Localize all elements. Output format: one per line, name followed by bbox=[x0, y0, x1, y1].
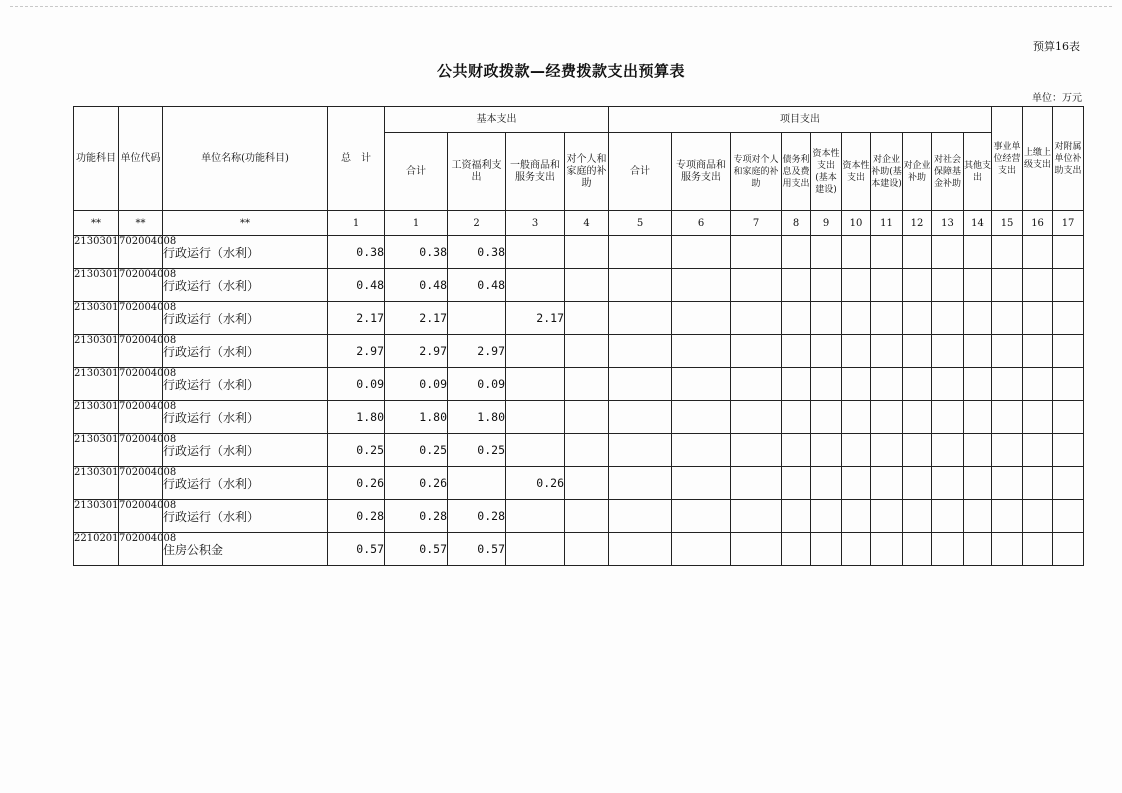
empty-cell bbox=[871, 302, 903, 335]
goods-service-cell: 0.26 bbox=[506, 467, 565, 500]
empty-cell bbox=[903, 302, 932, 335]
basic-total-cell: 0.09 bbox=[385, 368, 448, 401]
column-index-cell: 2 bbox=[448, 211, 506, 236]
empty-cell bbox=[1053, 401, 1084, 434]
empty-cell bbox=[565, 401, 609, 434]
column-index-cell: 5 bbox=[609, 211, 672, 236]
func-code-cell: 2210201 bbox=[74, 533, 119, 566]
header-project-4: 债务利息及费用支出 bbox=[782, 133, 811, 211]
total-cell: 0.38 bbox=[328, 236, 385, 269]
empty-cell bbox=[609, 401, 672, 434]
empty-cell bbox=[811, 236, 842, 269]
page-title: 公共财政拨款—经费拨款支出预算表 bbox=[436, 62, 685, 80]
empty-cell bbox=[871, 269, 903, 302]
empty-cell bbox=[672, 236, 731, 269]
func-code-cell: 2130301 bbox=[74, 401, 119, 434]
empty-cell bbox=[842, 500, 871, 533]
empty-cell bbox=[903, 236, 932, 269]
salary-cell: 0.57 bbox=[448, 533, 506, 566]
empty-cell bbox=[731, 533, 782, 566]
empty-cell bbox=[992, 434, 1023, 467]
column-index-cell: ** bbox=[163, 211, 328, 236]
empty-cell bbox=[609, 269, 672, 302]
empty-cell bbox=[871, 500, 903, 533]
column-index-cell: ** bbox=[119, 211, 163, 236]
salary-cell bbox=[448, 302, 506, 335]
func-code-cell: 2130301 bbox=[74, 269, 119, 302]
func-code-cell: 2130301 bbox=[74, 434, 119, 467]
header-project-8: 对企业补助 bbox=[903, 133, 932, 211]
empty-cell bbox=[609, 500, 672, 533]
empty-cell bbox=[871, 434, 903, 467]
empty-cell bbox=[992, 302, 1023, 335]
goods-service-cell bbox=[506, 401, 565, 434]
header-unit-code: 单位代码 bbox=[119, 107, 163, 211]
empty-cell bbox=[1023, 269, 1053, 302]
unit-code-cell: 702004008 bbox=[119, 500, 163, 533]
unit-code-cell: 702004008 bbox=[119, 236, 163, 269]
unit-code-cell: 702004008 bbox=[119, 467, 163, 500]
empty-cell bbox=[1023, 335, 1053, 368]
empty-cell bbox=[871, 401, 903, 434]
total-cell: 0.57 bbox=[328, 533, 385, 566]
empty-cell bbox=[565, 269, 609, 302]
empty-cell bbox=[842, 236, 871, 269]
empty-cell bbox=[903, 533, 932, 566]
empty-cell bbox=[964, 335, 992, 368]
empty-cell bbox=[964, 368, 992, 401]
total-cell: 0.28 bbox=[328, 500, 385, 533]
column-index-cell: 16 bbox=[1023, 211, 1053, 236]
empty-cell bbox=[609, 467, 672, 500]
header-total: 总 计 bbox=[328, 107, 385, 211]
form-number: 预算16表 bbox=[1033, 40, 1080, 53]
func-code-cell: 2130301 bbox=[74, 467, 119, 500]
func-code-cell: 2130301 bbox=[74, 236, 119, 269]
salary-cell: 0.09 bbox=[448, 368, 506, 401]
empty-cell bbox=[565, 368, 609, 401]
column-index-cell: 14 bbox=[964, 211, 992, 236]
empty-cell bbox=[932, 467, 964, 500]
empty-cell bbox=[964, 401, 992, 434]
column-index-cell: ** bbox=[74, 211, 119, 236]
goods-service-cell bbox=[506, 335, 565, 368]
column-index-cell: 6 bbox=[672, 211, 731, 236]
empty-cell bbox=[871, 335, 903, 368]
table-row bbox=[74, 434, 1084, 467]
basic-total-cell: 0.26 bbox=[385, 467, 448, 500]
empty-cell bbox=[932, 401, 964, 434]
total-cell: 0.25 bbox=[328, 434, 385, 467]
empty-cell bbox=[992, 467, 1023, 500]
unit-code-cell: 702004008 bbox=[119, 302, 163, 335]
unit-name-cell: 行政运行（水利） bbox=[163, 236, 328, 269]
empty-cell bbox=[782, 269, 811, 302]
goods-service-cell bbox=[506, 368, 565, 401]
header-project-3: 专项对个人和家庭的补助 bbox=[731, 133, 782, 211]
header-basic-3: 一般商品和服务支出 bbox=[506, 133, 565, 211]
empty-cell bbox=[1053, 302, 1084, 335]
header-extra-2: 上缴上级支出 bbox=[1023, 107, 1053, 211]
empty-cell bbox=[964, 236, 992, 269]
table-body bbox=[74, 211, 1084, 566]
empty-cell bbox=[1053, 269, 1084, 302]
empty-cell bbox=[992, 269, 1023, 302]
empty-cell bbox=[782, 302, 811, 335]
column-index-cell: 9 bbox=[811, 211, 842, 236]
empty-cell bbox=[1023, 302, 1053, 335]
empty-cell bbox=[811, 368, 842, 401]
empty-cell bbox=[964, 533, 992, 566]
empty-cell bbox=[1023, 368, 1053, 401]
budget-table bbox=[73, 106, 1084, 566]
empty-cell bbox=[609, 368, 672, 401]
empty-cell bbox=[811, 500, 842, 533]
header-basic-1: 合计 bbox=[385, 133, 448, 211]
table-row bbox=[74, 533, 1084, 566]
empty-cell bbox=[1023, 533, 1053, 566]
empty-cell bbox=[903, 401, 932, 434]
unit-name-cell: 行政运行（水利） bbox=[163, 368, 328, 401]
table-row bbox=[74, 335, 1084, 368]
empty-cell bbox=[903, 335, 932, 368]
header-extra-1: 事业单位经营支出 bbox=[992, 107, 1023, 211]
empty-cell bbox=[731, 368, 782, 401]
column-index-cell: 7 bbox=[731, 211, 782, 236]
column-index-cell: 1 bbox=[328, 211, 385, 236]
unit-code-cell: 702004008 bbox=[119, 269, 163, 302]
unit-name-cell: 行政运行（水利） bbox=[163, 269, 328, 302]
total-cell: 0.26 bbox=[328, 467, 385, 500]
empty-cell bbox=[672, 500, 731, 533]
func-code-cell: 2130301 bbox=[74, 500, 119, 533]
empty-cell bbox=[731, 434, 782, 467]
header-project-7: 对企业补助(基本建设) bbox=[871, 133, 903, 211]
header-project-2: 专项商品和服务支出 bbox=[672, 133, 731, 211]
empty-cell bbox=[932, 335, 964, 368]
unit-code-cell: 702004008 bbox=[119, 401, 163, 434]
total-cell: 2.17 bbox=[328, 302, 385, 335]
empty-cell bbox=[731, 467, 782, 500]
header-project-1: 合计 bbox=[609, 133, 672, 211]
basic-total-cell: 0.28 bbox=[385, 500, 448, 533]
empty-cell bbox=[932, 302, 964, 335]
unit-name-cell: 行政运行（水利） bbox=[163, 500, 328, 533]
column-index-cell: 8 bbox=[782, 211, 811, 236]
empty-cell bbox=[1023, 500, 1053, 533]
empty-cell bbox=[565, 533, 609, 566]
column-index-cell: 17 bbox=[1053, 211, 1084, 236]
empty-cell bbox=[1023, 467, 1053, 500]
table-row bbox=[74, 500, 1084, 533]
empty-cell bbox=[782, 467, 811, 500]
salary-cell: 0.28 bbox=[448, 500, 506, 533]
empty-cell bbox=[672, 467, 731, 500]
basic-total-cell: 0.48 bbox=[385, 269, 448, 302]
empty-cell bbox=[842, 533, 871, 566]
column-index-cell: 10 bbox=[842, 211, 871, 236]
empty-cell bbox=[609, 302, 672, 335]
unit-code-cell: 702004008 bbox=[119, 434, 163, 467]
unit-code-cell: 702004008 bbox=[119, 368, 163, 401]
column-index-cell: 12 bbox=[903, 211, 932, 236]
unit-name-cell: 行政运行（水利） bbox=[163, 302, 328, 335]
basic-total-cell: 0.25 bbox=[385, 434, 448, 467]
empty-cell bbox=[871, 236, 903, 269]
header-project-6: 资本性支出 bbox=[842, 133, 871, 211]
column-index-cell: 15 bbox=[992, 211, 1023, 236]
empty-cell bbox=[903, 434, 932, 467]
basic-total-cell: 2.17 bbox=[385, 302, 448, 335]
unit-name-cell: 行政运行（水利） bbox=[163, 434, 328, 467]
total-cell: 0.48 bbox=[328, 269, 385, 302]
empty-cell bbox=[1053, 335, 1084, 368]
empty-cell bbox=[811, 302, 842, 335]
empty-cell bbox=[842, 302, 871, 335]
empty-cell bbox=[565, 434, 609, 467]
total-cell: 0.09 bbox=[328, 368, 385, 401]
salary-cell: 0.38 bbox=[448, 236, 506, 269]
empty-cell bbox=[1053, 236, 1084, 269]
goods-service-cell bbox=[506, 500, 565, 533]
empty-cell bbox=[964, 269, 992, 302]
empty-cell bbox=[672, 368, 731, 401]
empty-cell bbox=[1023, 401, 1053, 434]
empty-cell bbox=[811, 335, 842, 368]
empty-cell bbox=[731, 335, 782, 368]
column-index-row bbox=[74, 211, 1084, 236]
goods-service-cell bbox=[506, 434, 565, 467]
empty-cell bbox=[782, 368, 811, 401]
empty-cell bbox=[782, 434, 811, 467]
empty-cell bbox=[565, 302, 609, 335]
empty-cell bbox=[903, 467, 932, 500]
empty-cell bbox=[964, 302, 992, 335]
empty-cell bbox=[782, 533, 811, 566]
empty-cell bbox=[1053, 434, 1084, 467]
table-row bbox=[74, 401, 1084, 434]
empty-cell bbox=[565, 236, 609, 269]
empty-cell bbox=[903, 368, 932, 401]
empty-cell bbox=[731, 302, 782, 335]
table-row bbox=[74, 236, 1084, 269]
empty-cell bbox=[672, 269, 731, 302]
empty-cell bbox=[672, 401, 731, 434]
empty-cell bbox=[609, 434, 672, 467]
empty-cell bbox=[842, 269, 871, 302]
header-basic-4: 对个人和家庭的补助 bbox=[565, 133, 609, 211]
column-index-cell: 3 bbox=[506, 211, 565, 236]
unit-name-cell: 行政运行（水利） bbox=[163, 467, 328, 500]
unit-name-cell: 行政运行（水利） bbox=[163, 401, 328, 434]
salary-cell: 1.80 bbox=[448, 401, 506, 434]
empty-cell bbox=[964, 467, 992, 500]
goods-service-cell bbox=[506, 269, 565, 302]
empty-cell bbox=[811, 401, 842, 434]
goods-service-cell bbox=[506, 236, 565, 269]
header-unit-name: 单位名称(功能科目) bbox=[163, 107, 328, 211]
column-index-cell: 13 bbox=[932, 211, 964, 236]
header-project-10: 其他支出 bbox=[964, 133, 992, 211]
empty-cell bbox=[672, 533, 731, 566]
table-row bbox=[74, 302, 1084, 335]
empty-cell bbox=[992, 368, 1023, 401]
unit-name-cell: 住房公积金 bbox=[163, 533, 328, 566]
table-row bbox=[74, 368, 1084, 401]
empty-cell bbox=[932, 533, 964, 566]
total-cell: 1.80 bbox=[328, 401, 385, 434]
func-code-cell: 2130301 bbox=[74, 335, 119, 368]
empty-cell bbox=[871, 467, 903, 500]
salary-cell: 2.97 bbox=[448, 335, 506, 368]
func-code-cell: 2130301 bbox=[74, 368, 119, 401]
scan-edge-rule bbox=[10, 6, 1112, 7]
empty-cell bbox=[932, 368, 964, 401]
empty-cell bbox=[932, 236, 964, 269]
header-project-9: 对社会保障基金补助 bbox=[932, 133, 964, 211]
empty-cell bbox=[842, 434, 871, 467]
empty-cell bbox=[842, 335, 871, 368]
unit-label: 单位：万元 bbox=[1032, 93, 1082, 104]
empty-cell bbox=[842, 401, 871, 434]
unit-name-cell: 行政运行（水利） bbox=[163, 335, 328, 368]
empty-cell bbox=[565, 500, 609, 533]
empty-cell bbox=[811, 434, 842, 467]
empty-cell bbox=[811, 269, 842, 302]
empty-cell bbox=[964, 434, 992, 467]
table-row bbox=[74, 269, 1084, 302]
empty-cell bbox=[903, 269, 932, 302]
empty-cell bbox=[731, 269, 782, 302]
empty-cell bbox=[871, 533, 903, 566]
empty-cell bbox=[811, 467, 842, 500]
unit-code-cell: 702004008 bbox=[119, 335, 163, 368]
header-func-code: 功能科目 bbox=[74, 107, 119, 211]
unit-code-cell: 702004008 bbox=[119, 533, 163, 566]
empty-cell bbox=[782, 500, 811, 533]
empty-cell bbox=[992, 401, 1023, 434]
basic-total-cell: 1.80 bbox=[385, 401, 448, 434]
basic-total-cell: 0.57 bbox=[385, 533, 448, 566]
empty-cell bbox=[992, 533, 1023, 566]
header-project-5: 资本性支出(基本建设) bbox=[811, 133, 842, 211]
empty-cell bbox=[992, 236, 1023, 269]
empty-cell bbox=[731, 236, 782, 269]
column-index-cell: 1 bbox=[385, 211, 448, 236]
empty-cell bbox=[672, 434, 731, 467]
empty-cell bbox=[782, 335, 811, 368]
empty-cell bbox=[565, 335, 609, 368]
empty-cell bbox=[964, 500, 992, 533]
empty-cell bbox=[672, 302, 731, 335]
header-project-group: 项目支出 bbox=[609, 107, 992, 133]
empty-cell bbox=[1023, 434, 1053, 467]
basic-total-cell: 0.38 bbox=[385, 236, 448, 269]
empty-cell bbox=[1053, 533, 1084, 566]
empty-cell bbox=[842, 467, 871, 500]
header-basic-2: 工资福利支出 bbox=[448, 133, 506, 211]
empty-cell bbox=[1053, 500, 1084, 533]
header-extra-3: 对附属单位补助支出 bbox=[1053, 107, 1084, 211]
empty-cell bbox=[992, 500, 1023, 533]
empty-cell bbox=[871, 368, 903, 401]
total-cell: 2.97 bbox=[328, 335, 385, 368]
empty-cell bbox=[932, 500, 964, 533]
empty-cell bbox=[609, 236, 672, 269]
salary-cell: 0.25 bbox=[448, 434, 506, 467]
empty-cell bbox=[932, 434, 964, 467]
basic-total-cell: 2.97 bbox=[385, 335, 448, 368]
empty-cell bbox=[842, 368, 871, 401]
empty-cell bbox=[932, 269, 964, 302]
table-row bbox=[74, 467, 1084, 500]
header-basic-group: 基本支出 bbox=[385, 107, 609, 133]
empty-cell bbox=[1023, 236, 1053, 269]
column-index-cell: 4 bbox=[565, 211, 609, 236]
column-index-cell: 11 bbox=[871, 211, 903, 236]
empty-cell bbox=[609, 335, 672, 368]
empty-cell bbox=[811, 533, 842, 566]
empty-cell bbox=[565, 467, 609, 500]
empty-cell bbox=[731, 401, 782, 434]
empty-cell bbox=[903, 500, 932, 533]
empty-cell bbox=[672, 335, 731, 368]
empty-cell bbox=[992, 335, 1023, 368]
goods-service-cell bbox=[506, 533, 565, 566]
goods-service-cell: 2.17 bbox=[506, 302, 565, 335]
empty-cell bbox=[782, 236, 811, 269]
empty-cell bbox=[609, 533, 672, 566]
empty-cell bbox=[731, 500, 782, 533]
salary-cell bbox=[448, 467, 506, 500]
empty-cell bbox=[1053, 368, 1084, 401]
empty-cell bbox=[1053, 467, 1084, 500]
salary-cell: 0.48 bbox=[448, 269, 506, 302]
empty-cell bbox=[782, 401, 811, 434]
func-code-cell: 2130301 bbox=[74, 302, 119, 335]
